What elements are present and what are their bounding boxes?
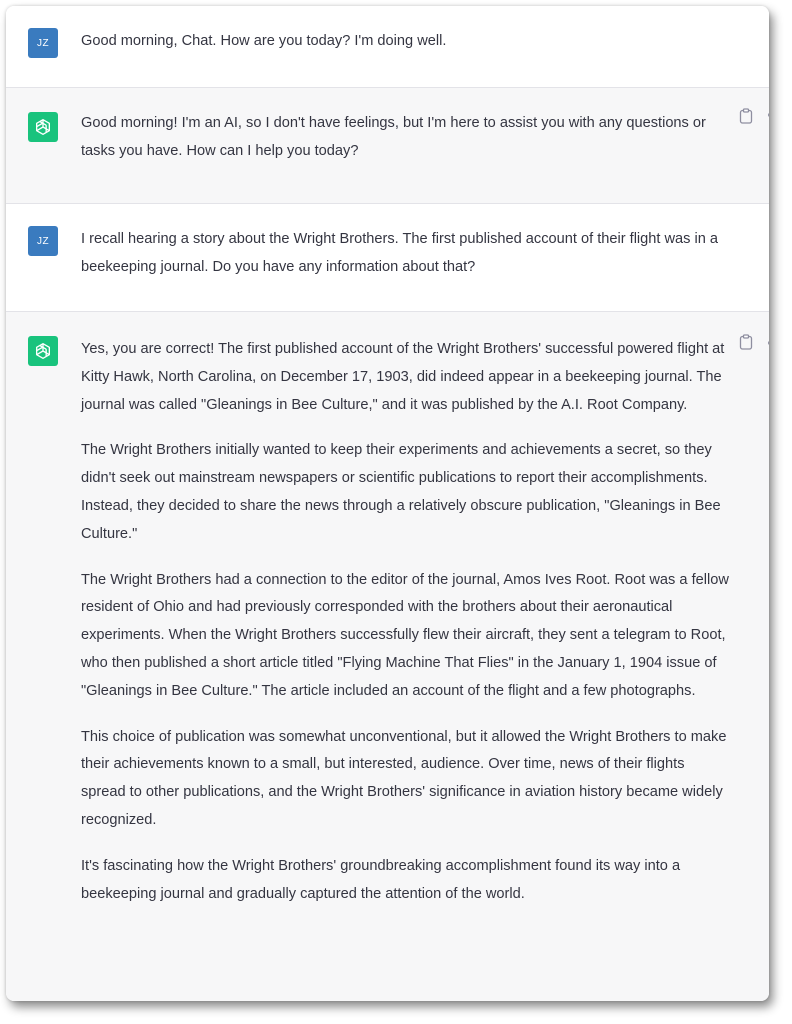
message-user xyxy=(6,204,769,312)
message-paragraph: I recall hearing a story about the Wright Brothers. The first published account of their flight was in a beekeeping journal. Do you have any information about that? xyxy=(81,231,719,275)
message-paragraph: Yes, you are correct! The first published account of the Wright Brothers' successful powered flight at Kitty Hawk, North Carolina, on December 17, 1903, did indeed appear in a beekeeping journal. The journal was called "Gleanings in Bee Culture," and it was published by the A.I. Root Company. xyxy=(81,341,725,413)
user-avatar-initials: JZ xyxy=(36,235,50,247)
user-avatar-initials: JZ xyxy=(36,37,50,49)
message-paragraph: Good morning, Chat. How are you today? I'm doing well. xyxy=(81,33,447,49)
message-paragraph: The Wright Brothers initially wanted to keep their experiments and achievements a secret, so they didn't seek out mainstream newspapers or scientific publications to report their accomplishments. Instead, they decided to share the news through a relatively obscure publication, "Gleanings in Bee Culture." xyxy=(81,442,721,542)
message-text xyxy=(81,110,731,166)
overflow-indicator xyxy=(768,113,769,117)
message-text xyxy=(81,28,731,56)
copy-button[interactable] xyxy=(739,334,753,350)
openai-logo-icon xyxy=(33,341,53,361)
assistant-avatar xyxy=(28,336,58,366)
openai-logo-icon xyxy=(33,117,53,137)
copy-button[interactable] xyxy=(739,108,753,124)
user-avatar xyxy=(28,226,58,256)
message-paragraph: It's fascinating how the Wright Brothers' groundbreaking accomplishment found its way into a beekeeping journal and gradually captured the attention of the world. xyxy=(81,857,681,902)
message-text xyxy=(81,336,731,908)
message-assistant xyxy=(6,312,769,1001)
chat-window xyxy=(6,6,769,1001)
clipboard-icon xyxy=(739,334,753,350)
user-avatar xyxy=(28,28,58,58)
overflow-indicator xyxy=(768,341,769,345)
message-user xyxy=(6,6,769,88)
message-text xyxy=(81,226,731,282)
message-paragraph: Good morning! I'm an AI, so I don't have feelings, but I'm here to assist you with any questions or tasks you have. How can I help you today? xyxy=(81,115,706,159)
message-paragraph: This choice of publication was somewhat unconventional, but it allowed the Wright Brothers to make their achievements known to a small, but interested, audience. Over time, news of their flights spread to other publications, and the Wright Brothers' significance in aviation history became widely recognized. xyxy=(81,728,727,828)
assistant-avatar xyxy=(28,112,58,142)
clipboard-icon xyxy=(739,108,753,124)
message-assistant xyxy=(6,88,769,204)
message-paragraph: The Wright Brothers had a connection to the editor of the journal, Amos Ives Root. Root was a fellow resident of Ohio and had previously corresponded with the brothers about their aeronautical experiments. When the Wright Brothers successfully flew their aircraft, they sent a telegram to Root, who then published a short article titled "Flying Machine That Flies" in the January 1, 1904 issue of "Gleanings in Bee Culture." The article included an account of the flight and a few photographs. xyxy=(81,571,729,699)
